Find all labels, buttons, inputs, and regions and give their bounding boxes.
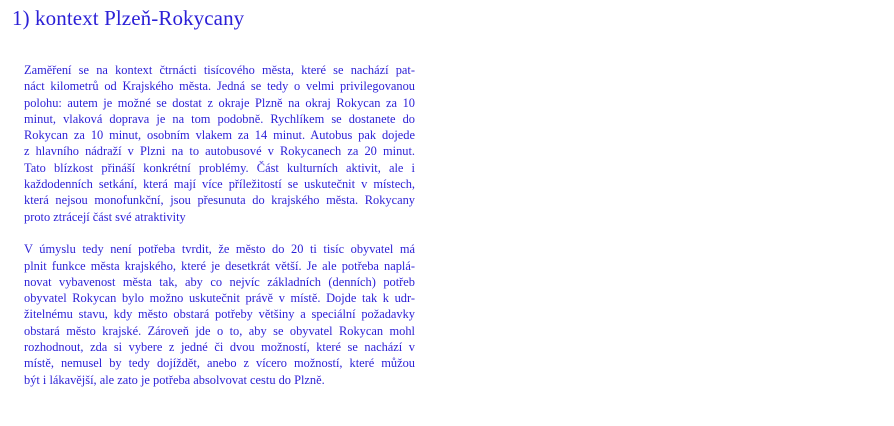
paragraph-intent [24,241,415,388]
text-line: polohu: autem je možné se dostat z okraje Plzně na okraj Rokycan za 10 [24,95,415,110]
text-line: Rokycan za 10 minut, osobním vlakem za 14 minut. Autobus pak dojede [24,128,415,143]
text-line: V úmyslu tedy není potřeba tvrdit, že město do 20 ti tisíc obyvatel má [24,242,415,257]
paragraph-context [24,62,415,225]
document-body [24,62,415,388]
text-line: která nejsou monofunkční, jsou přesunuta do krajského města. Rokycany [24,193,415,208]
text-line: novat vybavenost města tak, aby co nejvíc základních (denních) potřeb [24,274,415,289]
text-line: proto ztrácejí část své atraktivity [24,209,186,224]
text-line: náct kilometrů od Krajského města. Jedná se tedy o velmi privilegovanou [24,79,415,94]
text-line: rozhodnout, zda si vybere z jedné či dvou možností, které se nachází v [24,340,415,355]
text-line: žitelnému stavu, kdy město obstará potřeby většiny a speciální požadavky [24,307,415,322]
text-line: plnit funkce města krajského, které je desetkrát větší. Je ale potřeba naplá- [24,258,415,273]
text-line: minut, vlaková doprava je na tom podobně. Rychlíkem se dostanete do [24,111,415,126]
text-line: obyvatel Rokycan bylo možno uskutečnit právě v místě. Dojde tak k udr- [24,291,415,306]
page-title: 1) kontext Plzeň-Rokycany [12,6,245,30]
text-line: z hlavního nádraží v Plzni na to autobusové v Rokycanech za 20 minut. [24,144,415,159]
text-line: místě, nemusel by tedy dojíždět, anebo z vícero možností, které můžou [24,356,415,371]
text-line: Tato blízkost přináší konkrétní problémy. Část kulturních aktivit, ale i [24,160,415,175]
text-line: být i lákavější, ale zato je potřeba absolvovat cestu do Plzně. [24,372,325,387]
text-line: každodenních setkání, která mají více příležitostí se uskutečnit v místech, [24,177,415,192]
text-line: obstará město krajské. Zároveň jde o to, aby se obyvatel Rokycan mohl [24,323,415,338]
text-line: Zaměření se na kontext čtrnácti tisícového města, které se nachází pat- [24,63,415,77]
